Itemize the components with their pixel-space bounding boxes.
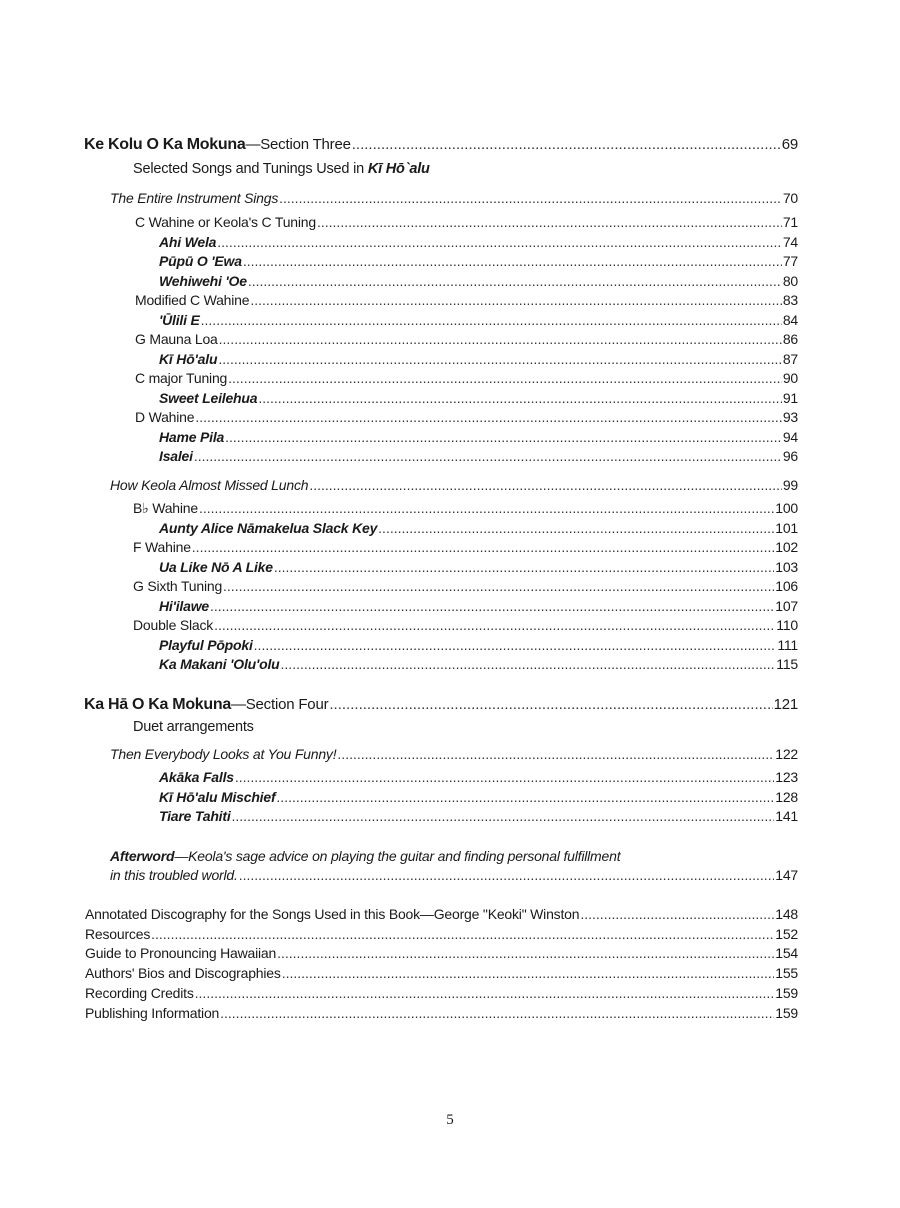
tuning-entry xyxy=(135,330,798,348)
song-entry xyxy=(159,447,798,465)
toc-entry xyxy=(85,964,798,982)
entry-label: Aunty Alice Nāmakelua Slack Key xyxy=(159,519,378,536)
leader-dots xyxy=(194,447,782,465)
leader-dots xyxy=(258,389,781,407)
entry-label: Modified C Wahine xyxy=(135,292,250,308)
leader-dots xyxy=(580,905,774,923)
page-ref: 71 xyxy=(782,214,798,230)
leader-dots xyxy=(254,636,777,654)
section-subtitle: Selected Songs and Tunings Used in Kī Hō`alu xyxy=(133,161,430,177)
page-ref: 87 xyxy=(782,350,798,367)
page-number: 5 xyxy=(446,1112,454,1128)
toc-entry xyxy=(85,944,798,962)
entry-label: Ahi Wela xyxy=(159,233,217,250)
entry-label: Guide to Pronouncing Hawaiian xyxy=(85,945,277,962)
leader-dots xyxy=(232,807,775,825)
page-ref: 86 xyxy=(782,331,798,347)
leader-dots xyxy=(282,964,775,982)
leader-dots xyxy=(214,616,775,634)
entry-label: Ka Makani 'Olu'olu xyxy=(159,656,280,672)
leader-dots xyxy=(228,369,782,387)
leader-dots xyxy=(248,272,782,290)
entry-label: Resources xyxy=(85,925,151,942)
leader-dots xyxy=(195,984,775,1002)
leader-dots xyxy=(309,476,781,494)
leader-dots xyxy=(281,655,776,673)
leader-dots xyxy=(378,519,774,537)
entry-label: C Wahine or Keola's C Tuning xyxy=(135,214,316,230)
page-ref: 74 xyxy=(782,233,798,250)
song-entry xyxy=(159,428,798,446)
leader-dots xyxy=(220,1004,774,1022)
entry-label: F Wahine xyxy=(133,539,191,555)
tuning-entry xyxy=(133,499,798,517)
chapter-entry: The Entire Instrument Sings ..... 70 xyxy=(110,189,798,207)
tuning-entry xyxy=(135,408,798,426)
page-ref: 110 xyxy=(776,617,798,633)
leader-dots xyxy=(352,136,781,154)
leader-dots xyxy=(250,291,781,309)
page-ref: 115 xyxy=(776,656,798,672)
song-entry xyxy=(159,389,798,407)
entry-label: G Sixth Tuning xyxy=(133,578,223,594)
leader-dots xyxy=(239,866,775,884)
leader-dots xyxy=(223,577,774,595)
song-entry xyxy=(159,597,798,615)
chapter-entry: Then Everybody Looks at You Funny! ..... 122 xyxy=(110,745,798,763)
page-ref: 102 xyxy=(775,539,798,555)
leader-dots xyxy=(337,745,774,763)
page-ref: 100 xyxy=(775,500,798,516)
tuning-entry xyxy=(135,291,798,309)
song-entry xyxy=(159,807,798,825)
song-entry xyxy=(159,272,798,290)
entry-label: Playful Pōpoki xyxy=(159,636,253,653)
page-ref: 106 xyxy=(775,578,798,594)
entry-label: G Mauna Loa xyxy=(135,331,218,347)
section-title: Ke Kolu O Ka Mokuna xyxy=(84,136,246,153)
section-subtitle: Duet arrangements xyxy=(133,719,254,735)
afterword-line-1: Afterword—Keola's sage advice on playing the guitar and finding personal fulfillment xyxy=(110,848,621,864)
leader-dots xyxy=(277,944,774,962)
leader-dots xyxy=(195,408,781,426)
page-ref: 77 xyxy=(782,253,798,269)
page-ref: 123 xyxy=(775,769,798,785)
entry-label: Tiare Tahiti xyxy=(159,808,231,825)
page-ref: 111 xyxy=(777,636,798,653)
entry-label: Sweet Leilehua xyxy=(159,389,258,406)
entry-label: Isalei xyxy=(159,448,193,464)
entry-label: Hame Pila xyxy=(159,428,225,445)
page-ref: 69 xyxy=(781,136,798,153)
toc-entry xyxy=(85,1004,798,1022)
song-entry xyxy=(159,311,798,329)
entry-label: Recording Credits xyxy=(85,984,194,1001)
entry-label: 'Ūlili E xyxy=(159,311,200,328)
page-ref: 91 xyxy=(782,389,798,406)
toc-entry xyxy=(85,905,798,923)
page-ref: 154 xyxy=(775,945,798,962)
leader-dots xyxy=(201,311,782,329)
section-four-heading xyxy=(84,696,798,714)
page-ref: 141 xyxy=(775,808,798,825)
leader-dots xyxy=(151,925,774,943)
entry-label: Ua Like Nō A Like xyxy=(159,558,273,575)
toc-entry xyxy=(85,984,798,1002)
leader-dots xyxy=(274,558,774,576)
page-ref: 103 xyxy=(775,558,798,575)
entry-label: B♭ Wahine xyxy=(133,500,198,516)
tuning-entry xyxy=(133,616,798,634)
page-ref: 107 xyxy=(775,597,798,614)
page-ref: 94 xyxy=(782,428,798,445)
page-ref: 101 xyxy=(775,519,798,536)
page-ref: 84 xyxy=(782,311,798,328)
song-entry xyxy=(159,519,798,537)
entry-label: Wehiwehi 'Oe xyxy=(159,272,247,289)
section-suffix: —Section Three xyxy=(245,136,351,153)
entry-label: Hi'ilawe xyxy=(159,597,209,614)
song-entry xyxy=(159,636,798,654)
leader-dots xyxy=(243,252,782,270)
page-ref: 159 xyxy=(775,984,798,1001)
tuning-entry xyxy=(133,577,798,595)
leader-dots xyxy=(192,538,774,556)
afterword-line-2: in this troubled world. ..... 147 xyxy=(110,866,798,884)
section-title: Ka Hā O Ka Mokuna xyxy=(84,696,231,713)
leader-dots xyxy=(235,768,774,786)
song-entry xyxy=(159,233,798,251)
leader-dots xyxy=(276,788,774,806)
page-ref: 93 xyxy=(782,409,798,425)
entry-label: D Wahine xyxy=(135,409,195,425)
song-entry xyxy=(159,558,798,576)
leader-dots xyxy=(329,696,772,714)
chapter-entry: How Keola Almost Missed Lunch ..... 99 xyxy=(110,476,798,494)
entry-label: Publishing Information xyxy=(85,1004,220,1021)
entry-label: Kī Hō'alu xyxy=(159,350,218,367)
page-ref: 83 xyxy=(782,292,798,308)
afterword-title: Afterword xyxy=(110,848,175,864)
song-entry xyxy=(159,788,798,806)
entry-label: C major Tuning xyxy=(135,370,228,386)
tuning-entry xyxy=(133,538,798,556)
leader-dots xyxy=(219,330,782,348)
page-ref: 90 xyxy=(782,370,798,386)
leader-dots xyxy=(218,350,782,368)
leader-dots xyxy=(217,233,782,251)
entry-label: Double Slack xyxy=(133,617,214,633)
song-entry xyxy=(159,252,798,270)
page-ref: 128 xyxy=(775,788,798,805)
entry-label: Akāka Falls xyxy=(159,769,234,785)
leader-dots xyxy=(317,213,782,231)
tuning-entry xyxy=(135,369,798,387)
entry-label: Authors' Bios and Discographies xyxy=(85,965,281,982)
entry-label: Pūpū O 'Ewa xyxy=(159,253,242,269)
page-ref: 80 xyxy=(782,272,798,289)
tuning-entry xyxy=(135,213,798,231)
leader-dots xyxy=(279,189,782,207)
song-entry xyxy=(159,350,798,368)
section-three-heading xyxy=(84,136,798,154)
page-ref: 159 xyxy=(775,1004,798,1021)
page-ref: 155 xyxy=(775,965,798,982)
song-entry xyxy=(159,655,798,673)
page-ref: 96 xyxy=(782,448,798,464)
entry-label: Annotated Discography for the Songs Used in this Book—George "Keoki" Winston xyxy=(85,906,580,922)
leader-dots xyxy=(225,428,782,446)
entry-label: Kī Hō'alu Mischief xyxy=(159,788,276,805)
leader-dots xyxy=(210,597,774,615)
song-entry xyxy=(159,768,798,786)
section-suffix: —Section Four xyxy=(230,696,329,713)
page-ref: 148 xyxy=(775,906,798,922)
page-ref: 121 xyxy=(773,696,798,713)
page-ref: 152 xyxy=(775,925,798,942)
toc-entry xyxy=(85,925,798,943)
leader-dots xyxy=(199,499,774,517)
